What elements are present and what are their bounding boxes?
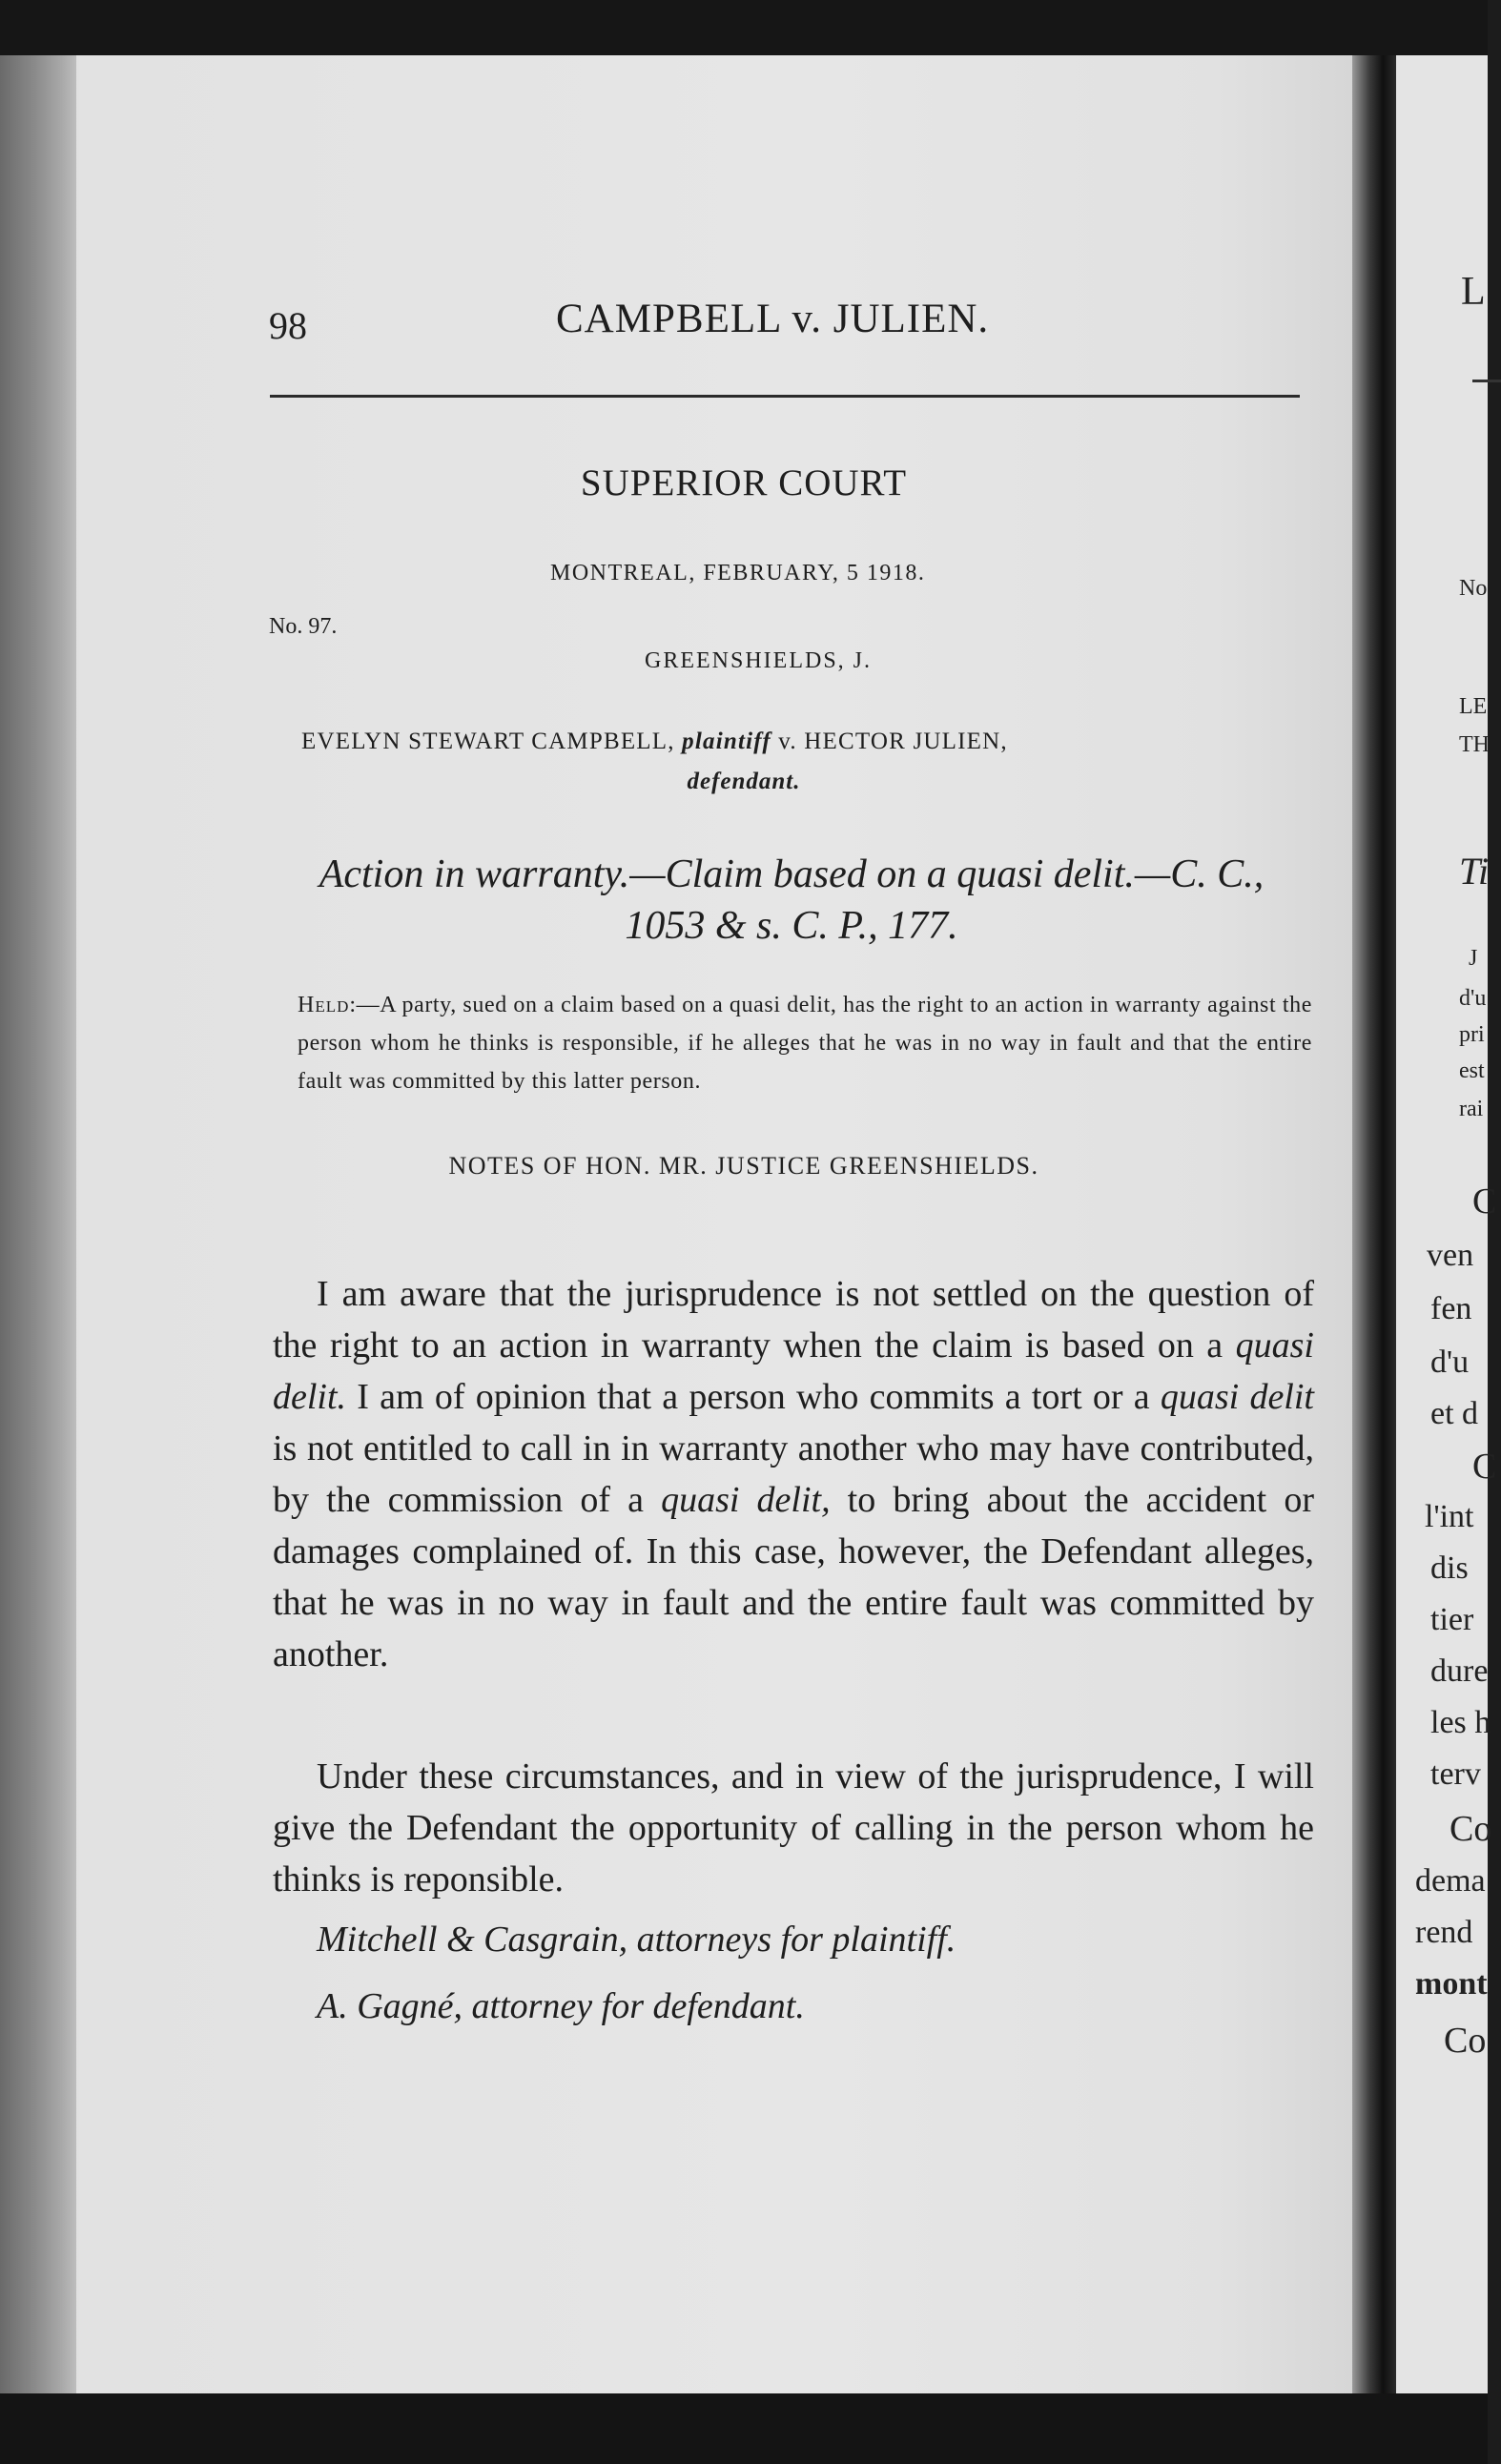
- facing-page: [1396, 55, 1497, 2393]
- facing-fragment: C: [1472, 1181, 1497, 1222]
- facing-fragment: ven: [1427, 1238, 1474, 1273]
- facing-fragment: rend: [1415, 1915, 1473, 1950]
- parties-line: [301, 729, 1008, 755]
- page-number: 98: [269, 304, 307, 347]
- held-label: Held: [298, 993, 350, 1017]
- headnote: [298, 986, 1312, 1100]
- paragraph-2: [273, 1751, 1314, 1905]
- book-gutter: [1352, 55, 1396, 2393]
- notes-heading: NOTES OF HON. MR. JUSTICE GREENSHIELDS.: [448, 1152, 1039, 1180]
- court-title: SUPERIOR COURT: [580, 462, 908, 503]
- facing-fragment: Co: [1450, 1809, 1492, 1849]
- facing-fragment: L: [1461, 270, 1486, 314]
- facing-fragment: C: [1472, 1447, 1497, 1487]
- scan-border-bottom: [0, 2393, 1488, 2464]
- place-date: MONTREAL, FEBRUARY, 5 1918.: [550, 561, 926, 585]
- book-page: [0, 55, 1352, 2393]
- paragraph-1-text-a: I am aware that the jurisprudence is not settled on the question of the right to an action in warranty when the claim is based on a: [273, 1274, 1314, 1365]
- facing-fragment: Ti: [1459, 850, 1490, 893]
- facing-fragment: LE: [1459, 694, 1488, 719]
- facing-fragment: est: [1459, 1058, 1485, 1083]
- facing-rule: [1472, 380, 1501, 382]
- facing-fragment: d'u: [1459, 986, 1487, 1011]
- subject-line-2: 1053 & s. C. P., 177.: [625, 904, 958, 948]
- scan-border-top: [0, 0, 1488, 55]
- plaintiff-name: EVELYN STEWART CAMPBELL,: [301, 729, 675, 754]
- defendant-role: defendant.: [687, 769, 801, 794]
- header-rule: [270, 395, 1300, 398]
- facing-fragment: l'int: [1425, 1499, 1474, 1534]
- paragraph-1-italic-d: quasi delit: [1160, 1377, 1314, 1417]
- paragraph-1-italic-b: quasi delit.: [273, 1325, 1314, 1417]
- judge-name: GREENSHIELDS, J.: [645, 648, 873, 673]
- facing-fragment: et d: [1430, 1396, 1479, 1431]
- facing-fragment: J: [1469, 946, 1478, 971]
- attorney-plaintiff: Mitchell & Casgrain, attorneys for plaintiff.: [317, 1920, 956, 1960]
- paragraph-1-italic-f: quasi delit,: [661, 1480, 831, 1520]
- paragraph-1: [273, 1268, 1314, 1680]
- case-number: No. 97.: [269, 614, 338, 639]
- paragraph-1-text-g: to bring about the accident or damages complained of. In this case, however, the Defendant alleges, that he was in no way in fault and the entire fault was committed by another.: [273, 1480, 1314, 1674]
- facing-fragment: TH: [1459, 732, 1490, 757]
- facing-fragment: mont: [1415, 1966, 1488, 2002]
- facing-fragment: rai: [1459, 1097, 1484, 1121]
- attorney-defendant: A. Gagné, attorney for defendant.: [317, 1986, 805, 2026]
- facing-fragment: dure: [1430, 1653, 1489, 1689]
- facing-fragment: d'u: [1430, 1345, 1470, 1380]
- facing-fragment: No: [1459, 576, 1488, 601]
- defendant-name: HECTOR JULIEN,: [804, 729, 1008, 754]
- paragraph-1-text-c: I am of opinion that a person who commits a tort or a: [346, 1377, 1161, 1417]
- plaintiff-role: plaintiff: [682, 729, 771, 754]
- paragraph-2-text: Under these circumstances, and in view of the jurisprudence, I will give the Defendant the opportunity of calling in the person whom he thinks is reponsible.: [273, 1756, 1314, 1899]
- facing-fragment: pri: [1459, 1022, 1485, 1047]
- subject-line-1: Action in warranty.—Claim based on a quasi delit.—C. C.,: [319, 852, 1265, 896]
- facing-fragment: dema: [1415, 1863, 1486, 1899]
- facing-fragment: les h: [1430, 1705, 1491, 1740]
- page-binding-edge: [0, 55, 76, 2393]
- facing-fragment: terv: [1430, 1756, 1481, 1792]
- facing-fragment: Co: [1444, 2021, 1487, 2061]
- running-head: CAMPBELL v. JULIEN.: [556, 297, 990, 341]
- facing-fragment: fen: [1430, 1291, 1472, 1326]
- facing-fragment: tier: [1430, 1602, 1474, 1637]
- held-text: :—A party, sued on a claim based on a quasi delit, has the right to an action in warranty against the person whom he thinks is responsible, if he alleges that he was in no way in fault and that the entire fault was committed by this latter person.: [298, 993, 1312, 1094]
- subject-heading: [269, 849, 1314, 952]
- versus: v.: [778, 729, 797, 754]
- paragraph-1-text-e: is not entitled to call in in warranty another who may have contributed, by the commission of a: [273, 1428, 1314, 1520]
- facing-fragment: dis: [1430, 1550, 1469, 1586]
